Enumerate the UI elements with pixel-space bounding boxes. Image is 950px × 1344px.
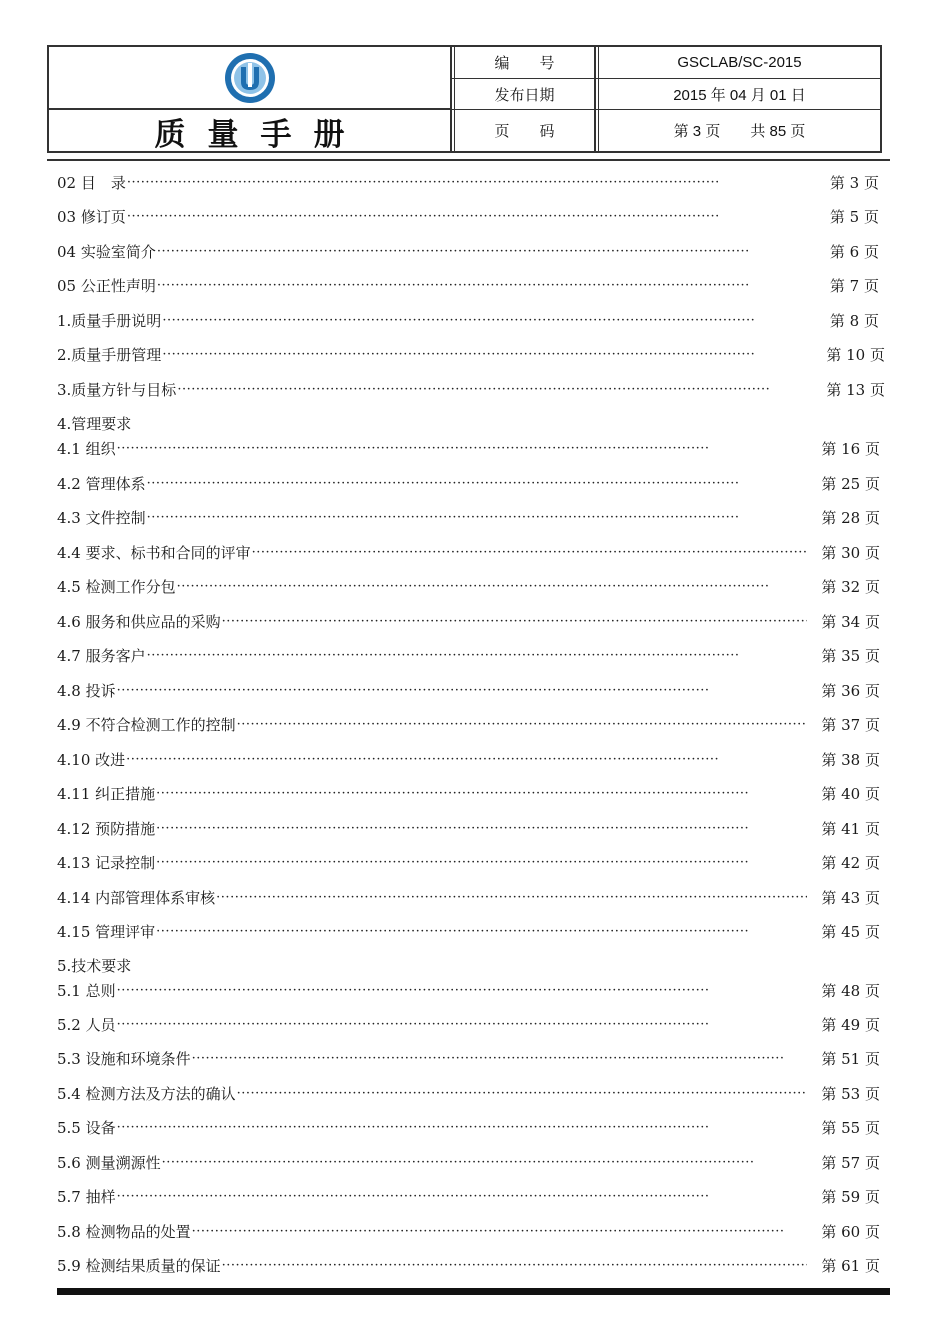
leader-dots — [162, 313, 829, 328]
toc-entry[interactable]: 03 修订页 ····· 第 5 页 — [57, 206, 879, 226]
leader-dots — [117, 1017, 808, 1032]
toc-entry[interactable]: 5.5 设备 ····· 第 55 页 — [57, 1117, 880, 1137]
toc-entry[interactable]: 4.6 服务和供应品的采购 ····· 第 34 页 — [57, 611, 880, 631]
toc-entry[interactable]: 5.2 人员 ····· 第 49 页 — [57, 1014, 880, 1034]
toc-entry[interactable]: 5.6 测量溯源性 ····· 第 57 页 — [57, 1152, 880, 1172]
leader-dots — [222, 614, 808, 629]
label-document-number: 编 号 — [494, 54, 555, 72]
toc-entry[interactable]: 4.14 内部管理体系审核 ····· 第 43 页 — [57, 887, 880, 907]
leader-dots — [192, 1051, 808, 1066]
leader-dots — [117, 683, 808, 698]
toc-entry[interactable]: 4.4 要求、标书和合同的评审 ····· 第 30 页 — [57, 542, 880, 562]
leader-dots — [147, 510, 808, 525]
toc-entry[interactable]: 4.11 纠正措施 ····· 第 40 页 — [57, 783, 880, 803]
leader-dots — [147, 648, 792, 663]
leader-dots — [156, 855, 807, 870]
toc-entry[interactable]: 1.质量手册说明 ····· 第 8 页 — [57, 310, 879, 330]
leader-dots — [117, 1120, 808, 1135]
leader-dots — [147, 476, 808, 491]
header-divider — [47, 159, 890, 161]
logo-cell — [49, 47, 450, 109]
leader-dots — [127, 209, 829, 224]
value-release-date: 2015 年 04 月 01 日 — [673, 86, 806, 104]
value-page-number: 第 3 页 共 85 页 — [673, 123, 806, 140]
toc-entry[interactable]: 2.质量手册管理 ····· 第 10 页 — [57, 344, 885, 364]
toc-entry[interactable]: 02 目 录 ····· 第 3 页 — [57, 172, 879, 192]
leader-dots — [117, 441, 821, 456]
toc-entry[interactable]: 4.3 文件控制 ····· 第 28 页 — [57, 507, 880, 527]
toc-entry[interactable]: 5.1 总则 ····· 第 48 页 — [57, 980, 880, 1000]
leader-dots — [216, 890, 807, 905]
leader-dots — [252, 545, 808, 560]
company-logo — [223, 51, 277, 105]
toc-entry[interactable]: 4.8 投诉 ····· 第 36 页 — [57, 680, 880, 700]
toc-entry[interactable]: 04 实验室简介 ····· 第 6 页 — [57, 241, 879, 261]
toc-entry[interactable]: 4.15 管理评审 ····· 第 45 页 — [57, 921, 880, 941]
leader-dots — [177, 382, 825, 397]
toc-entry[interactable]: 5.3 设施和环境条件 ····· 第 51 页 — [57, 1048, 880, 1068]
toc-entry[interactable]: 4.13 记录控制 ····· 第 42 页 — [57, 852, 880, 872]
leader-dots — [162, 347, 825, 362]
toc-entry[interactable]: 4.10 改进 ····· 第 38 页 — [57, 749, 880, 769]
toc-section-heading[interactable]: 5.技术要求 — [57, 956, 132, 975]
toc-entry[interactable]: 5.9 检测结果质量的保证 ····· 第 61 页 — [57, 1255, 880, 1275]
toc-entry[interactable]: 5.7 抽样 ····· 第 59 页 — [57, 1186, 880, 1206]
toc-section-heading[interactable]: 4.管理要求 — [57, 414, 132, 433]
toc-entry[interactable]: 5.4 检测方法及方法的确认 ····· 第 53 页 — [57, 1083, 880, 1103]
leader-dots — [192, 1224, 808, 1239]
footer-divider — [57, 1288, 890, 1295]
toc-entry[interactable]: 05 公正性声明 ····· 第 7 页 — [57, 275, 879, 295]
value-document-number: GSCLAB/SC-2015 — [677, 54, 802, 71]
document-title: 质量手册 — [154, 116, 367, 153]
toc-entry[interactable]: 4.12 预防措施 ····· 第 41 页 — [57, 818, 880, 838]
toc-entry[interactable]: 3.质量方针与目标 ····· 第 13 页 — [57, 379, 885, 399]
toc-entry[interactable]: 4.2 管理体系 ····· 第 25 页 — [57, 473, 880, 493]
leader-dots — [177, 579, 821, 594]
leader-dots — [117, 983, 808, 998]
leader-dots — [117, 1189, 808, 1204]
toc-entry[interactable]: 5.8 检测物品的处置 ····· 第 60 页 — [57, 1221, 880, 1241]
leader-dots — [156, 786, 807, 801]
toc-entry[interactable]: 4.1 组织 ····· 第 16 页 — [57, 438, 880, 458]
leader-dots — [157, 244, 829, 259]
leader-dots — [156, 821, 807, 836]
label-release-date: 发布日期 — [494, 85, 555, 104]
leader-dots — [157, 278, 829, 293]
leader-dots — [127, 175, 829, 190]
leader-dots — [156, 924, 807, 939]
leader-dots — [222, 1258, 808, 1273]
toc-entry[interactable]: 4.9 不符合检测工作的控制 ····· 第 37 页 — [57, 714, 880, 734]
label-page-number: 页 码 — [494, 122, 555, 140]
toc-entry[interactable]: 4.7 服务客户 ····· 第 35 页 — [57, 645, 880, 665]
leader-dots — [126, 752, 807, 767]
leader-dots — [162, 1155, 808, 1170]
leader-dots — [237, 1086, 808, 1101]
leader-dots — [237, 717, 808, 732]
document-header — [47, 45, 882, 153]
toc-entry[interactable]: 4.5 检测工作分包 ····· 第 32 页 — [57, 576, 880, 596]
